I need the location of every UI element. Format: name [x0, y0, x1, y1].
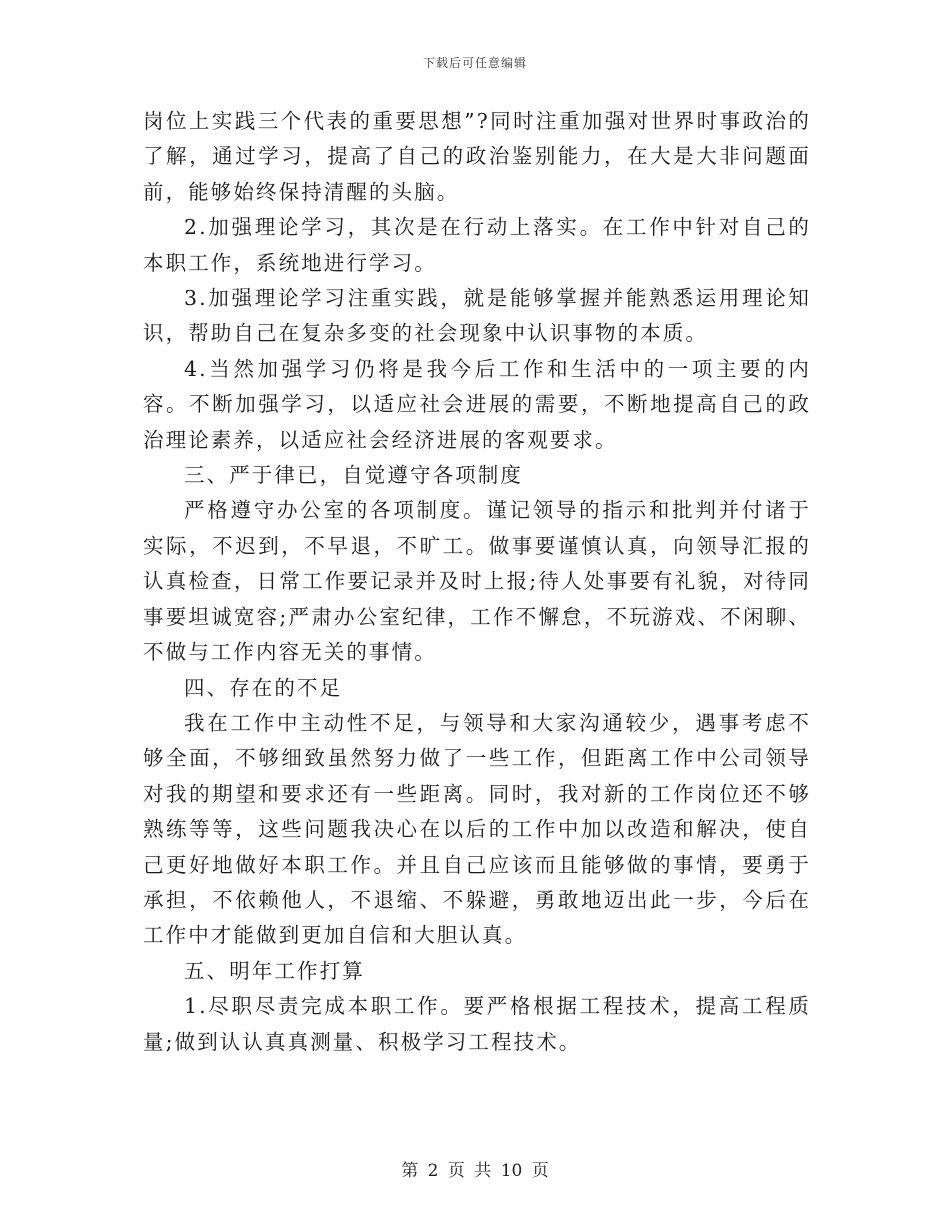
paragraph-rules: 严格遵守办公室的各项制度。谨记领导的指示和批判并付诸于实际，不迟到，不早退，不旷工。做事要谨慎认真，向领导汇报的认真检查，日常工作要记录并及时上报;待人处事要有礼貌，对待同事要坦诚宽容;严肃办公室纪律，工作不懈怠，不玩游戏、不闲聊、不做与工作内容无关的事情。 — [143, 498, 811, 665]
paragraph-continuation: 岗位上实践三个代表的重要思想”?同时注重加强对世界时事政治的了解，通过学习，提高了自己的政治鉴别能力，在大是大非问题面前，能够始终保持清醒的头脑。 — [143, 109, 811, 204]
page-number: 第 2 页 共 10 页 — [401, 1161, 549, 1181]
section-heading-4: 四、存在的不足 — [184, 675, 343, 700]
paragraph-item-4: 4.当然加强学习仍将是我今后工作和生活中的一项主要的内容。不断加强学习，以适应社会进展的需要，不断地提高自己的政治理论素养，以适应社会经济进展的客观要求。 — [143, 356, 811, 452]
document-body — [143, 104, 811, 1060]
paragraph-shortcomings: 我在工作中主动性不足，与领导和大家沟通较少，遇事考虑不够全面，不够细致虽然努力做了一些工作，但距离工作中公司领导对我的期望和要求还有一些距离。同时，我对新的工作岗位还不够熟练等等，这些问题我决心在以后的工作中加以改造和解决，使自己更好地做好本职工作。并且自己应该而且能够做的事情，要勇于承担，不依赖他人，不退缩、不躲避，勇敢地迈出此一步，今后在工作中才能做到更加自信和大胆认真。 — [143, 710, 811, 948]
page-header-note: 下载后可任意编辑 — [422, 56, 527, 70]
section-heading-5: 五、明年工作打算 — [184, 958, 365, 983]
paragraph-item-3: 3.加强理论学习注重实践，就是能够掌握并能熟悉运用理论知识，帮助自己在复杂多变的社会现象中认识事物的本质。 — [143, 286, 811, 346]
paragraph-item-2: 2.加强理论学习，其次是在行动上落实。在工作中针对自己的本职工作，系统地进行学习。 — [143, 215, 811, 275]
section-heading-3: 三、严于律已，自觉遵守各项制度 — [184, 463, 523, 488]
paragraph-plan-1: 1.尽职尽责完成本职工作。要严格根据工程技术，提高工程质量;做到认认真真测量、积极学习工程技术。 — [143, 994, 811, 1054]
